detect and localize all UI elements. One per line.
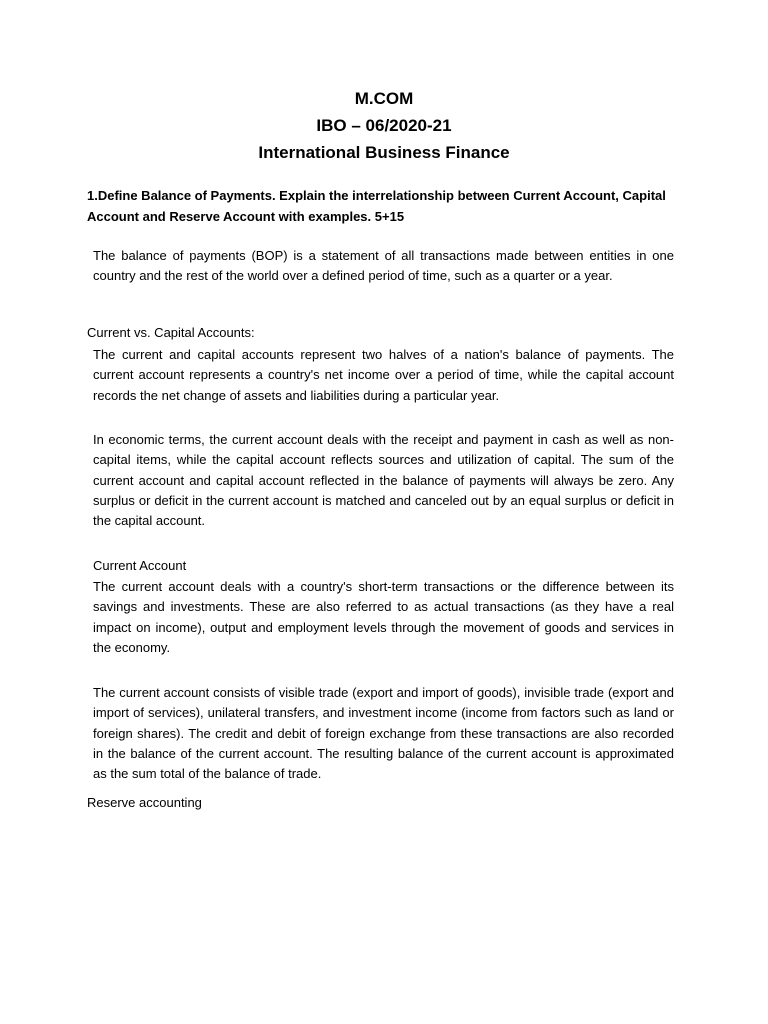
section-label-current-account: Current Account bbox=[93, 558, 187, 573]
paragraph-bop-definition: The balance of payments (BOP) is a statement of all transactions made between entities in one country and the rest of the world over a defined period of time, such as a quarter or a year. bbox=[93, 248, 674, 284]
section-label-reserve-accounting: Reserve accounting bbox=[87, 795, 202, 810]
paragraph-consists-of: The current account consists of visible trade (export and import of goods), invisible trade (export and import of services), unilateral transfers, and investment income (income from factors such as land or foreign shares). The credit and debit of foreign exchange from these transactions are also recorded in the balance of the current account. The resulting balance of the current account is approximated as the sum total of the balance of trade. bbox=[93, 685, 674, 782]
assignment-code-heading: IBO – 06/2020-21 bbox=[316, 116, 452, 135]
section-label-current-vs-capital: Current vs. Capital Accounts: bbox=[87, 325, 255, 340]
paragraph-economic-terms: In economic terms, the current account deals with the receipt and payment in cash as well as non-capital items, while the capital account reflects sources and utilization of capital. The sum of the current account and capital account reflected in the balance of payments will always be zero. Any surplus or deficit in the current account is matched and canceled out by an equal surplus or deficit in the capital account. bbox=[93, 432, 674, 529]
question-text: 1.Define Balance of Payments. Explain the interrelationship between Current Account, Capital Account and Reserve Account with examples. 5+15 bbox=[87, 188, 666, 224]
course-heading: M.COM bbox=[354, 89, 414, 108]
subject-heading: International Business Finance bbox=[258, 143, 510, 162]
paragraph-short-term: The current account deals with a country's short-term transactions or the difference between its savings and investments. These are also referred to as actual transactions (as they have a real impact on income), output and employment levels through the movement of goods and services in the economy. bbox=[93, 579, 674, 655]
paragraph-two-halves: The current and capital accounts represent two halves of a nation's balance of payments. The current account represents a country's net income over a period of time, while the capital account records the net change of assets and liabilities during a particular year. bbox=[93, 347, 674, 403]
